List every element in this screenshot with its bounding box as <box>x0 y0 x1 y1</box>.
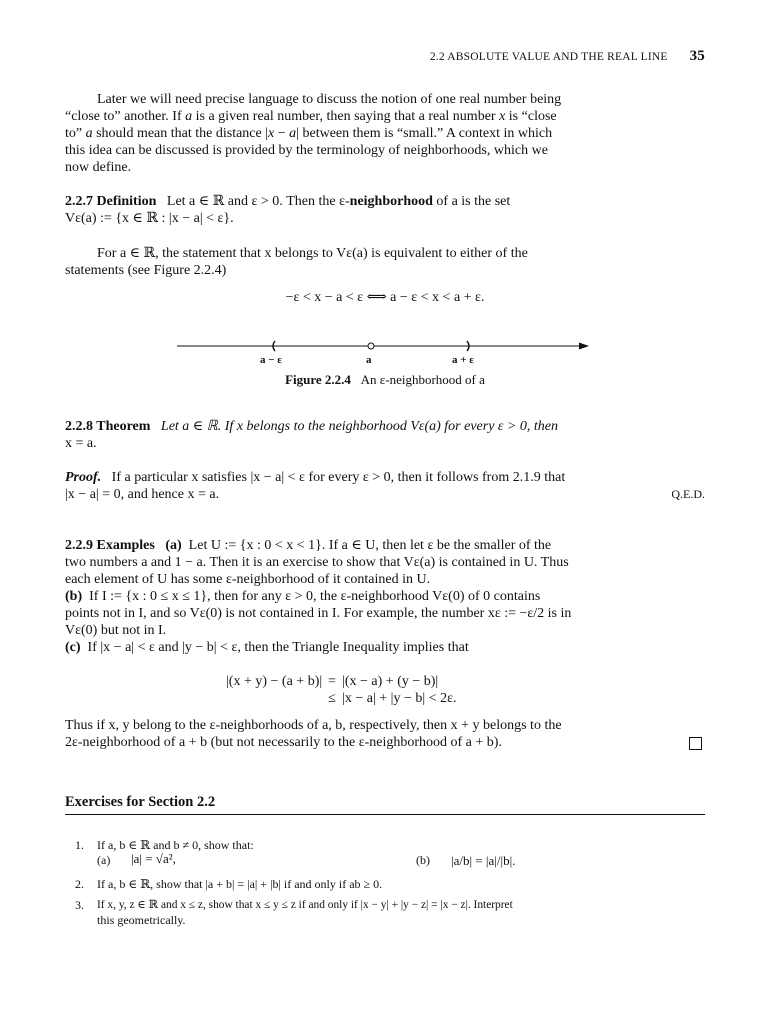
intro-line-4: this idea can be discussed is provided by the terminology of neighborhoods, which we <box>65 143 548 158</box>
exercises-rule <box>65 814 705 815</box>
textbook-page <box>65 0 705 1024</box>
exercise-3-number: 3. <box>75 898 84 912</box>
figure-caption: Figure 2.2.4 An ε-neighborhood of a <box>285 372 485 387</box>
exercise-3-text: If x, y, z ∈ ℝ and x ≤ z, show that x ≤ y ≤ z if and only if |x − y| + |y − z| = |x − z|. Interpret <box>97 899 513 911</box>
figure-label-center: a <box>366 354 372 366</box>
exercise-1-number: 1. <box>75 838 84 852</box>
exercises-title: Exercises for Section 2.2 <box>65 794 216 810</box>
center-point-mark <box>368 343 374 349</box>
exercise-1a-label: (a) <box>97 853 111 867</box>
proof-label: Proof. <box>65 470 102 485</box>
intro-paragraph <box>65 91 705 176</box>
equivalence-paragraph: For a ∈ ℝ, the statement that x belongs to Vε(a) is equivalent to either of the statements (see Figure 2.2.4) <box>65 246 528 278</box>
figure-label-right: a + ε <box>452 354 474 366</box>
definition-formula: Vε(a) := {x ∈ ℝ : |x − a| < ε}. <box>65 211 234 226</box>
examples-label: 2.2.9 Examples <box>65 538 155 553</box>
page-number: 35 <box>689 48 705 64</box>
number-line-figure <box>177 335 597 375</box>
examples-2-2-9: 2.2.9 Examples (a) Let U := {x : 0 < x < 1}. If a ∈ U, then let ε be the smaller of the two numbers a and 1 − a. Then it is an exercise to show that Vε(a) is contained in U. Thus each element of U has some ε-neighborhood of it contained in U. (b) If I := {x : 0 ≤ x ≤ 1}, then for any ε > 0, the ε-neighborhood Vε(0) of 0 contains points not in I, and so Vε(0) is not contained in I. For example, the number xε := −ε/2 is in Vε(0) but not in I. (c) If |x − a| < ε and |y − b| < ε, then the Triangle Inequality implies that <box>65 538 572 655</box>
proof-block: Proof. If a particular x satisfies |x − a| < ε for every ε > 0, then it follows from 2.1.9 that |x − a| = 0, and hence x = a. Q.E.D. <box>65 470 705 502</box>
intro-line-5: now define. <box>65 160 132 175</box>
definition-label: 2.2.7 Definition <box>65 194 157 209</box>
exercise-1-text: If a, b ∈ ℝ and b ≠ 0, show that: <box>97 838 254 852</box>
triangle-inequality-display: |(x + y) − (a + b)| = |(x − a) + (y − b)| ≤ |x − a| + |y − b| < 2ε. <box>226 674 457 706</box>
exercise-1b-text: |a/b| = |a|/|b|. <box>451 853 516 868</box>
theorem-label: 2.2.8 Theorem <box>65 419 151 434</box>
intro-line-2: “close to” another. If a is a given real number, then saying that a real number x is “close <box>65 109 557 124</box>
qed-mark: Q.E.D. <box>671 487 705 501</box>
exercise-2-text: If a, b ∈ ℝ, show that |a + b| = |a| + |b| if and only if ab ≥ 0. <box>97 877 383 891</box>
equivalence-equation: −ε < x − a < ε ⟺ a − ε < x < a + ε. <box>285 290 485 305</box>
arrowhead-icon <box>579 343 589 350</box>
exercise-1a-text: |a| = √a², <box>131 851 176 866</box>
exercise-2-number: 2. <box>75 877 84 891</box>
definition-2-2-7: 2.2.7 Definition Let a ∈ ℝ and ε > 0. Then the ε-neighborhood of a is the set Vε(a) := {x ∈ ℝ : |x − a| < ε}. <box>65 193 705 227</box>
figure-label-left: a − ε <box>260 354 282 366</box>
intro-line-1: Later we will need precise language to discuss the notion of one real number being <box>97 92 562 107</box>
theorem-2-2-8: 2.2.8 Theorem Let a ∈ ℝ. If x belongs to the neighborhood Vε(a) for every ε > 0, then x = a. <box>65 419 558 451</box>
exercise-3-text-cont: this geometrically. <box>97 913 186 927</box>
running-header <box>430 48 705 65</box>
end-of-example-box-icon <box>689 737 702 750</box>
example-c-conclusion: Thus if x, y belong to the ε-neighborhoods of a, b, respectively, then x + y belongs to the 2ε-neighborhood of a + b (but not necessarily to the ε-neighborhood of a + b). <box>65 717 705 751</box>
exercise-1b-label: (b) <box>416 853 430 867</box>
intro-line-3: to” a should mean that the distance |x − a| between them is “small.” A context in which <box>65 126 553 141</box>
section-title: 2.2 ABSOLUTE VALUE AND THE REAL LINE <box>429 51 668 63</box>
